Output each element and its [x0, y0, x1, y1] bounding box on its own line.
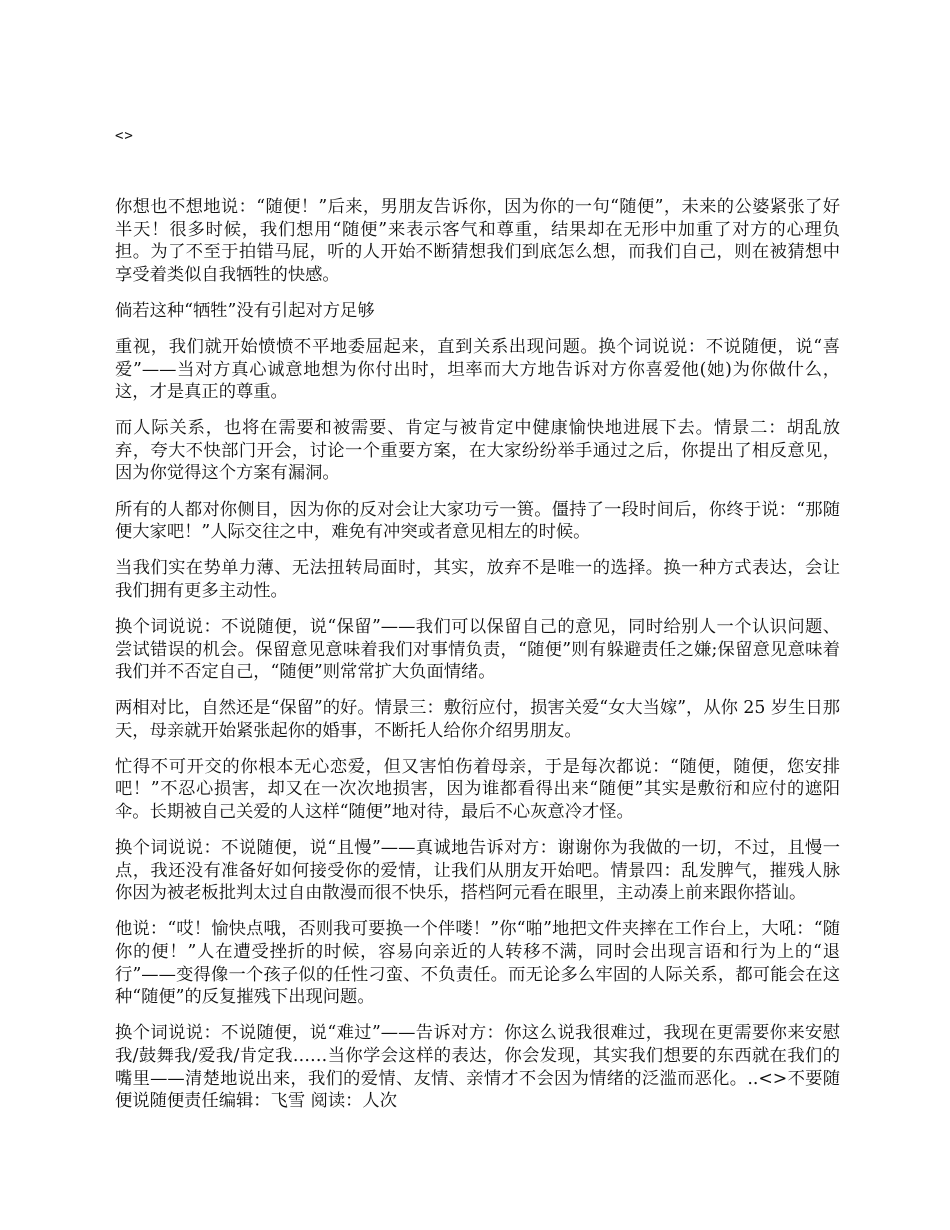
paragraph: 两相对比，自然还是“保留”的好。情景三：敷衍应付，损害关爱“女大当嫁”，从你 25 岁生日那天，母亲就开始紧张起你的婚事，不断托人给你介绍男朋友。 — [115, 698, 841, 741]
header-mark: <> — [115, 128, 134, 144]
paragraph: 他说：“哎！愉快点哦，否则我可要换一个伴喽！”你“啪”地把文件夹摔在工作台上，大吼：“随你的便！”人在遭受挫折的时候，容易向亲近的人转移不满，同时会出现言语和行为上的“退行”——变得像一个孩子似的任性刁蛮、不负责任。而无论多么牢固的人际关系，都可能会在这种“随便”的反复摧残下出现问题。 — [115, 919, 840, 1008]
paragraph: 重视，我们就开始愤愤不平地委屈起来，直到关系出现问题。换个词说说：不说随便，说“喜爱”——当对方真心诚意地想为你付出时，坦率而大方地告诉对方你喜爱他(她)为你做什么，这，才是真正的尊重。 — [115, 336, 840, 403]
paragraph: 所有的人都对你侧目，因为你的反对会让大家功亏一篑。僵持了一段时间后，你终于说：“那随便大家吧！”人际交往之中，难免有冲突或者意见相左的时候。 — [115, 499, 840, 543]
paragraph: 换个词说说：不说随便，说“难过”——告诉对方：你这么说我很难过，我现在更需要你来安慰我/鼓舞我/爱我/肯定我……当你学会这样的表达，你会发现，其实我们想要的东西就在我们的嘴里——清楚地说出来，我们的爱情、友情、亲情才不会因为情绪的泛滥而恶化。..<>不要随便说随便责任编辑：飞雪 阅读：人次 — [115, 1023, 840, 1112]
paragraph: 而人际关系，也将在需要和被需要、肯定与被肯定中健康愉快地进展下去。情景二：胡乱放弃，夸大不快部门开会，讨论一个重要方案，在大家纷纷举手通过之后，你提出了相反意见，因为你觉得这个方案有漏洞。 — [115, 418, 840, 484]
paragraph: 当我们实在势单力薄、无法扭转局面时，其实，放弃不是唯一的选择。换一种方式表达，会让我们拥有更多主动性。 — [115, 558, 840, 601]
article-body — [115, 196, 840, 1126]
paragraph: 换个词说说：不说随便，说“且慢”——真诚地告诉对方：谢谢你为我做的一切，不过，且慢一点，我还没有准备好如何接受你的爱情，让我们从朋友开始吧。情景四：乱发脾气，摧残人脉你因为被老板批判太过自由散漫而很不快乐，搭档阿元看在眼里，主动凑上前来跟你搭讪。 — [115, 838, 840, 904]
paragraph: 倘若这种“牺牲”没有引起对方足够 — [115, 300, 375, 321]
paragraph: 你想也不想地说：“随便！”后来，男朋友告诉你，因为你的一句“随便”，未来的公婆紧张了好半天！很多时候，我们想用“随便”来表示客气和尊重，结果却在无形中加重了对方的心理负担。为了不至于拍错马屁，听的人开始不断猜想我们到底怎么想，而我们自己，则在被猜想中享受着类似自我牺牲的快感。 — [115, 197, 840, 285]
paragraph: 忙得不可开交的你根本无心恋爱，但又害怕伤着母亲，于是每次都说：“随便，随便，您安排吧！”不忍心损害，却又在一次次地损害，因为谁都看得出来“随便”其实是敷衍和应付的遮阳伞。长期被自己关爱的人这样“随便”地对待，最后不心灰意冷才怪。 — [115, 756, 840, 823]
paragraph: 换个词说说：不说随便，说“保留”——我们可以保留自己的意见，同时给别人一个认识问题、尝试错误的机会。保留意见意味着我们对事情负责，“随便”则有躲避责任之嫌;保留意见意味着我们并不否定自己，“随便”则常常扩大负面情绪。 — [115, 616, 840, 683]
